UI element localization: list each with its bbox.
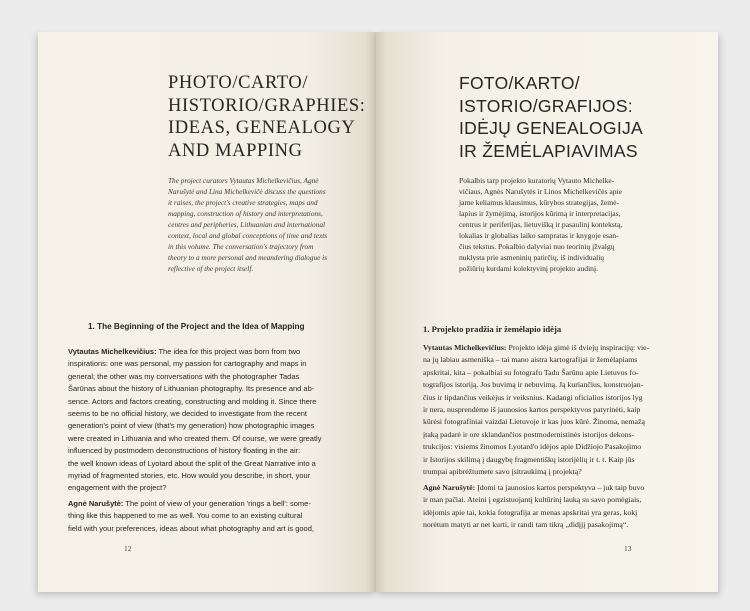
paragraph-line: tografijos istoriją. Jos buvimą ir nebuvimą. Ją kuriančius, konstruojan- (423, 380, 644, 390)
intro-line: in this volume. The conversation's trajectory from (168, 242, 314, 251)
intro-line: reflective of the project itself. (168, 264, 254, 273)
paragraph-text: The idea for this project was born from two (156, 347, 301, 356)
title-line: IR ŽEMĖLAPIAVIMAS (459, 140, 638, 161)
paragraph-line: seems to be no official history, we decided to investigate from the recent (68, 409, 308, 419)
paragraph-line: myriad of fragmented stories, etc. How would you describe, in short, your (68, 471, 311, 481)
lithuanian-title (459, 72, 709, 162)
paragraph-text: Projekto idėja gimė iš dviejų inspiracijų: vie- (506, 343, 650, 352)
paragraph-line: ir Istorijos skilimą į daugybę fragmentiškų istorijėlių ir t. t. Kaip jūs (423, 454, 635, 464)
lithuanian-intro (459, 175, 699, 274)
paragraph-line: trukcijos: visiems žinomos Lyotard'o idėjos apie Didžiojo Pasakojimo (423, 442, 642, 452)
title-line: FOTO/KARTO/ (459, 73, 580, 93)
intro-line: context, local and global conceptions of time and texts (168, 231, 328, 240)
intro-line: lokalias ir globalias laiko sampratas ir knygoje esan- (459, 231, 619, 240)
paragraph-line: field with your preferences, ideas about what photography and art is good, (68, 523, 314, 533)
paragraph-line: sence. Actors and factors creating, constructing and molding it. Since there (68, 396, 317, 406)
paragraph-first-line (423, 342, 708, 354)
left-page (38, 32, 376, 592)
title-line: ISTORIO/GRAFIJOS: (459, 95, 633, 116)
intro-line: centres and peripheries, Lithuanian and international (168, 220, 326, 229)
intro-line: centrus ir periferijas, lietuvišką ir pasaulinį kontekstą, (459, 220, 623, 229)
paragraph-narusyte (423, 482, 708, 532)
book-spread (38, 32, 718, 592)
paragraph-line: engagement with the project? (68, 483, 167, 493)
intro-line: jame keliamus klausimus, kūrybos strategijas, žemė- (459, 198, 620, 207)
paragraph-line: čius ir lipdančius veikėjus ir veiksnius. Kadangi oficialios istorijos lyg (423, 392, 643, 402)
right-page (376, 32, 718, 592)
intro-line: it raises, the project's creative strategies, maps and (168, 198, 318, 207)
paragraph-first-line (68, 498, 363, 510)
speaker-name: Agnė Narušytė: (423, 483, 476, 492)
paragraph-line: influenced by postmodern deconstructions of history floating in the air: (68, 446, 301, 456)
english-intro (168, 175, 368, 274)
paragraph-first-line (423, 482, 708, 494)
english-title (168, 72, 368, 162)
paragraph-line: na jų labiau asmeniška – tai mano aistra kartografijai ir žemėlapiams (423, 355, 638, 365)
intro-line: vičiaus, Agnės Narušytės ir Linos Michelkevičės apie (459, 187, 623, 196)
paragraph-michelkevicius (68, 346, 363, 495)
paragraph-line: įtaką padarė ir ore sklandančios postmodernistinės istorijos dekons- (423, 429, 635, 439)
paragraph-line: norėtum matyti ar net kurti, ir randi tam tikrą „didįjį pasakojimą“. (423, 520, 629, 530)
speaker-name: Vytautas Michelkevičius: (68, 347, 157, 356)
paragraph-line: trumpai apibrėžtumete savo įsitraukimą į projektą? (423, 467, 582, 477)
title-line: PHOTO/CARTO/ (168, 73, 309, 93)
title-line: IDEAS, GENEALOGY (168, 118, 356, 138)
paragraph-text: The point of view of your generation 'rings a bell': some- (123, 499, 311, 508)
section-heading: 1. Projekto pradžia ir žemėlapio idėja (423, 324, 562, 334)
intro-line: Pokalbis tarp projekto kuratorių Vytauto Michelke- (459, 176, 615, 185)
paragraph-narusyte (68, 498, 363, 535)
paragraph-line: inspirations: one was personal, my passion for cartography and maps in (68, 359, 307, 369)
intro-line: The project curators Vytautas Michelkevičius, Agnė (168, 176, 319, 185)
paragraph-michelkevicius (423, 342, 708, 478)
section-heading: 1. The Beginning of the Project and the Idea of Mapping (88, 322, 305, 331)
paragraph-first-line (68, 346, 363, 358)
page-number: 13 (624, 544, 632, 553)
paragraph-text: Įdomi ta jaunosios kartos perspektyva – juk taip buvo (475, 483, 645, 492)
paragraph-line: kūrėsi fotografiniai vaizdai Lietuvoje ir kas juos kūrė. Žinoma, nemažą (423, 417, 645, 427)
paragraph-line: Šarūnas about the history of Lithuanian photography. Its presence and ab- (68, 384, 315, 394)
paragraph-line: general; the other was my conversations with the photographer Tadas (68, 371, 300, 381)
intro-line: čius tekstus. Pokalbio dalyviai nuo teorinių įžvalgų (459, 242, 615, 251)
paragraph-line: the well known ideas of Lyotard about the split of the Great Narrative into a (68, 458, 316, 468)
intro-line: nuklysta prie asmeninių patirčių, iš individualių (459, 253, 605, 262)
speaker-name: Agnė Narušytė: (68, 499, 124, 508)
paragraph-line: ir nera, nusprendėme iš jaunosios kartos perspektyvos patyrinėti, kaip (423, 405, 641, 415)
title-line: IDĖJŲ GENEALOGIJA (459, 118, 644, 138)
title-line: HISTORIO/GRAPHIES: (168, 95, 366, 116)
paragraph-line: thing like this happened to me as well. You come to an existing cultural (68, 511, 303, 521)
intro-line: theory to a more personal and meandering dialogue is (168, 253, 328, 262)
page-number: 12 (124, 544, 132, 553)
paragraph-line: were created in Lithuania and who created them. Of course, we were greatly (68, 433, 322, 443)
title-line: AND MAPPING (168, 140, 303, 161)
paragraph-line: ir man pačiai. Ateini į egzistuojantį kultūrinį lauką su savo pomėgiais, (423, 495, 642, 505)
intro-line: mapping, construction of history and interpretations, (168, 209, 323, 218)
paragraph-line: generation's point of view (that's my generation) how photographic images (68, 421, 315, 431)
intro-line: požiūrių kurdami kolektyvinį projekto audinį. (459, 264, 598, 273)
paragraph-line: idėjomis apie tai, kokia fotografija ar menas apskritai yra geras, kokį (423, 507, 638, 517)
intro-line: lapius ir žymėjimą, istorijos kūrimą ir interpretacijas, (459, 209, 621, 218)
paragraph-line: apskritai, kita – pokalbiai su fotografu Tadu Šarūnu apie Lietuvos fo- (423, 367, 639, 377)
intro-line: Narušytė and Lina Michelkevičė discuss the questions (168, 187, 326, 196)
speaker-name: Vytautas Michelkevičius: (423, 343, 507, 352)
